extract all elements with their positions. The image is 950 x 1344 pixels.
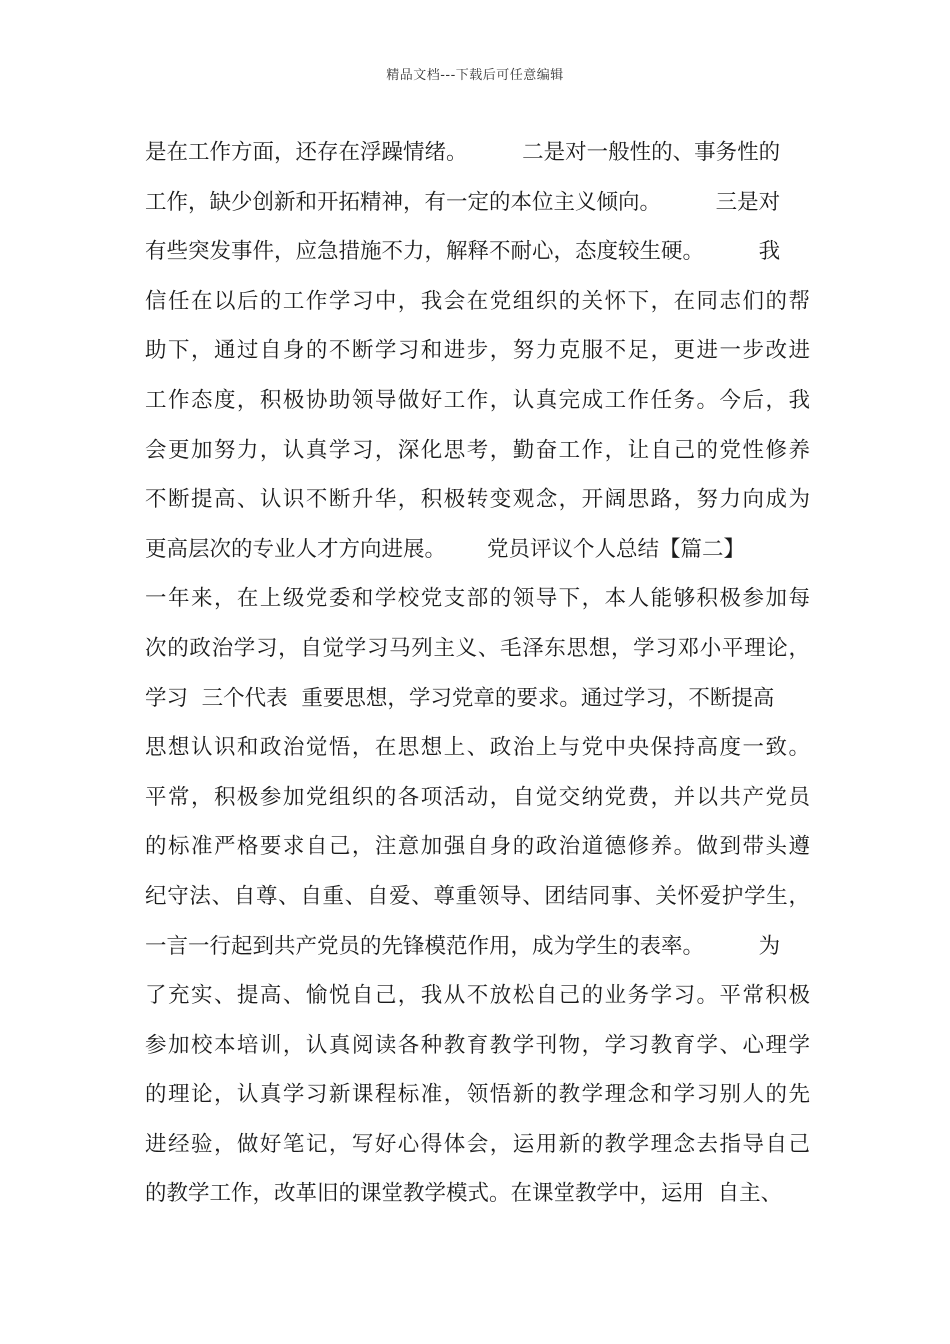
text-line: 了充实、提高、愉悦自己，我从不放松自己的业务学习。平常积极 [145,983,810,1009]
text-line: 不断提高、认识不断升华，积极转变观念，开阔思路，努力向成为 [145,487,810,513]
text-line: 思想认识和政治觉悟，在思想上、政治上与党中央保持高度一致。 [145,735,810,761]
text-line: 是在工作方面，还存在浮躁情绪。 二是对一般性的、事务性的 [145,140,781,165]
text-line: 的理论，认真学习新课程标准，领悟新的教学理念和学习别人的先 [145,1082,810,1108]
text-line: 一年来，在上级党委和学校党支部的领导下，本人能够积极参加每 [145,586,810,612]
text-line: 的教学工作，改革旧的课堂教学模式。在课堂教学中，运用 自主、 [145,1181,783,1207]
page-header: 精品文档---下载后可任意编辑 [386,68,564,83]
text-line: 的标准严格要求自己，注意加强自身的政治道德修养。做到带头遵 [145,834,810,860]
text-line: 助下，通过自身的不断学习和进步，努力克服不足，更进一步改进 [145,338,810,364]
body-text [145,128,810,1219]
text-line: 次的政治学习，自觉学习马列主义、毛泽东思想，学习邓小平理论， [145,635,810,661]
text-line: 进经验，做好笔记，写好心得体会，运用新的教学理念去指导自己 [145,1131,810,1157]
text-line: 纪守法、自尊、自重、自爱、尊重领导、团结同事、关怀爱护学生， [145,883,810,909]
text-line: 工作态度，积极协助领导做好工作，认真完成工作任务。今后，我 [145,387,810,413]
text-line: 一言一行起到共产党员的先锋模范作用，成为学生的表率。 为 [145,933,781,959]
text-line: 平常，积极参加党组织的各项活动，自觉交纳党费，并以共产党员 [145,784,810,810]
text-line: 学习 三个代表 重要思想，学习党章的要求。通过学习，不断提高 [145,685,775,711]
text-line: 信任在以后的工作学习中，我会在党组织的关怀下，在同志们的帮 [145,288,810,314]
text-line: 参加校本培训，认真阅读各种教育教学刊物，学习教育学、心理学 [145,1032,810,1058]
text-line: 有些突发事件，应急措施不力，解释不耐心，态度较生硬。 我 [145,239,781,265]
text-line: 更高层次的专业人才方向进展。 党员评议个人总结【篇二】 [145,536,746,562]
text-line: 会更加努力，认真学习，深化思考，勤奋工作，让自己的党性修养 [145,437,810,463]
text-line: 工作，缺少创新和开拓精神，有一定的本位主义倾向。 三是对 [145,189,781,215]
